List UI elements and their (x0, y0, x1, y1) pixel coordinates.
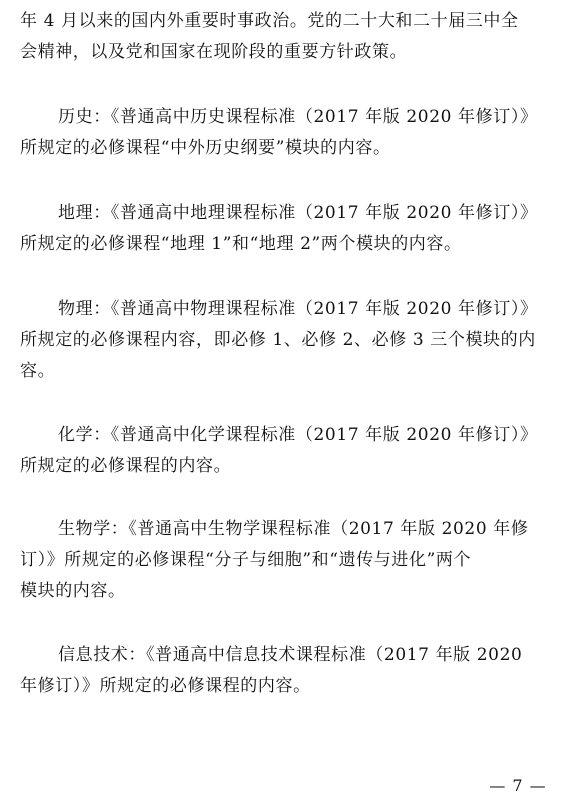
paragraph-geography (20, 198, 560, 260)
text-line: 所规定的必修课程“中外历史纲要”模块的内容。 (20, 138, 391, 158)
text-line: 年修订）》所规定的必修课程的内容。 (20, 676, 311, 696)
text-line: 化学：《普通高中化学课程标准（2017 年版 2020 年修订）》 (58, 425, 538, 445)
paragraph-chemistry (20, 420, 560, 482)
text-line: 地理：《普通高中地理课程标准（2017 年版 2020 年修订）》 (58, 203, 538, 223)
paragraph-physics (20, 294, 560, 387)
text-line: 历史：《普通高中历史课程标准（2017 年版 2020 年修订）》 (58, 107, 538, 127)
paragraph-biology (20, 514, 560, 607)
text-line: 模块的内容。 (20, 581, 126, 601)
text-line: 会精神，以及党和国家在现阶段的重要方针政策。 (20, 42, 408, 62)
paragraph-intro (20, 6, 560, 68)
text-line: 信息技术：《普通高中信息技术课程标准（2017 年版 2020 (58, 645, 523, 665)
text-line: 订）》所规定的必修课程“分子与细胞”和“遗传与进化”两个 (20, 550, 472, 570)
paragraph-history (20, 102, 560, 164)
text-line: 所规定的必修课程的内容。 (20, 456, 232, 476)
text-line: 所规定的必修课程“地理 1”和“地理 2”两个模块的内容。 (20, 234, 462, 254)
page-number: — 7 — (489, 776, 547, 795)
text-line: 生物学：《普通高中生物学课程标准（2017 年版 2020 年修 (58, 519, 529, 539)
text-line: 年 4 月以来的国内外重要时事政治。党的二十大和二十届三中全 (20, 11, 519, 31)
text-line: 所规定的必修课程内容，即必修 1、必修 2、必修 3 三个模块的内 (20, 330, 536, 350)
text-line: 物理：《普通高中物理课程标准（2017 年版 2020 年修订）》 (58, 299, 538, 319)
text-line: 容。 (20, 361, 56, 381)
paragraph-it (20, 640, 560, 702)
